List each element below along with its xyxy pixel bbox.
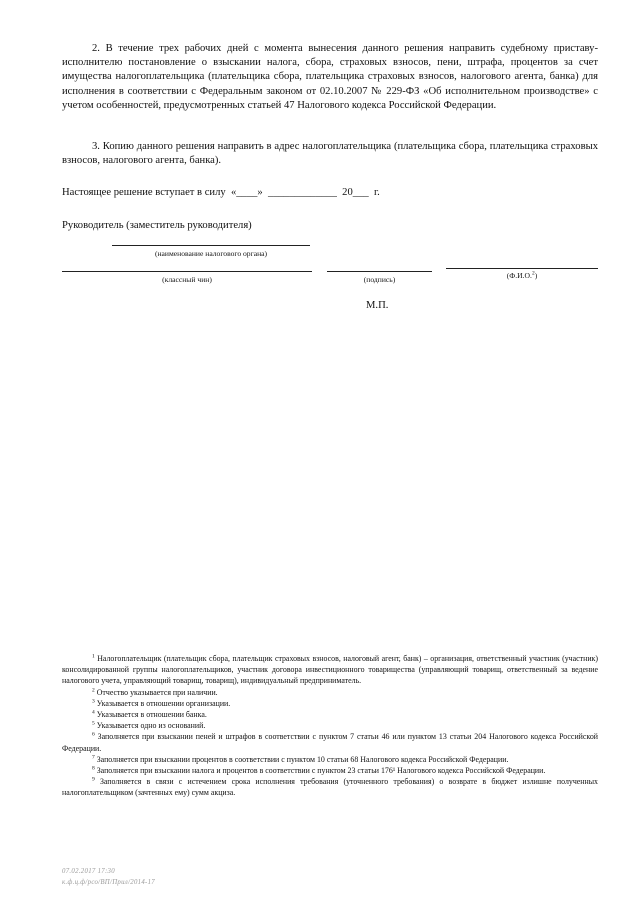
tax-authority-line xyxy=(112,245,310,246)
footnote xyxy=(62,709,598,720)
footnote-number: 7 xyxy=(92,754,95,761)
footnote xyxy=(62,731,598,753)
footnote-text: Заполняется при взыскании процентов в соответствии с пунктом 10 статьи 68 Налогового кодекса Российской Федерации. xyxy=(94,754,509,764)
rank-caption: (классный чин) xyxy=(162,275,212,284)
signature-line xyxy=(327,271,432,272)
footnote xyxy=(62,687,598,698)
fio-caption xyxy=(446,271,598,280)
footnote-text: Отчество указывается при наличии. xyxy=(94,687,218,697)
footnote-number: 2 xyxy=(92,686,95,693)
footnotes xyxy=(62,653,598,799)
footnote xyxy=(62,754,598,765)
footnote-text: Указывается в отношении организации. xyxy=(94,698,231,708)
footnote xyxy=(62,720,598,731)
fio-caption-text: (Ф.И.О. xyxy=(506,271,532,280)
paragraph-2: 2. В течение трех рабочих дней с момента вынесения данного решения направить судебному приставу-исполнителю постановление о взыскании налога, сбора, страховых взносов, пени, штрафа, процентов за счет имущества налогоплательщика (плательщика сбора, плательщика страховых взносов, налогового агента, банка) для исполнения в соответствии с Федеральным законом от 02.10.2007 № 229-ФЗ «Об исполнительном производстве» с учетом особенностей, предусмотренных статьей 47 Налогового кодекса Российской Федерации. xyxy=(62,43,598,111)
footnote-number: 3 xyxy=(92,698,95,705)
fio-caption-close: ) xyxy=(534,271,538,280)
footnote-text: Налогоплательщик (плательщик сбора, плательщик страховых взносов, налоговый агент, банк) – организация, ответственный участник (участник) консолидированной группы налогоплательщиков, участник договора инвестиционного товарищества (управляющий товарищ, ответственный за ведение налогового учета, управляющий товарищ, товарищ), индивидуальный предприниматель. xyxy=(62,654,598,686)
rank-line xyxy=(62,271,312,272)
footnote-number: 1 xyxy=(92,653,95,660)
footnote-number: 9 xyxy=(92,776,95,783)
footnote-text: Указывается одно из оснований. xyxy=(94,721,206,731)
footnote-text: Заполняется в связи с истечением срока исполнения требования (уточненного требования) о возврате в бюджет излишне полученных налогоплательщиком (зачтенных ему) сумм акциза. xyxy=(62,777,598,798)
effective-date-line: Настоящее решение вступает в силу «____» _____________ 20___ г. xyxy=(62,187,380,198)
footnote xyxy=(62,698,598,709)
fio-footnote-ref: 2 xyxy=(531,270,535,277)
footnote xyxy=(62,653,598,687)
print-stamp-date: 07.02.2017 17:30 xyxy=(62,868,115,875)
head-signatory-label: Руководитель (заместитель руководителя) xyxy=(62,220,252,231)
tax-authority-caption: (наименование налогового органа) xyxy=(154,249,268,258)
footnote xyxy=(62,765,598,776)
footnote-number: 5 xyxy=(92,720,95,727)
footnote-number: 8 xyxy=(92,765,95,772)
signature-caption: (подпись) xyxy=(363,275,396,284)
footnote-text: Заполняется при взыскании налога и процентов в соответствии с пунктом 23 статьи 176¹ Налогового кодекса Российской Федерации. xyxy=(94,766,546,776)
print-stamp-path: к.ф.ц.ф/рсо/ВП/Прил/2014-17 xyxy=(62,879,156,886)
paragraph-3: 3. Копию данного решения направить в адрес налогоплательщика (плательщика сбора, плательщика страховых взносов, налогового агента, банка). xyxy=(62,141,598,167)
footnote-text: Заполняется при взыскании пеней и штрафов в соответствии с пунктом 7 статьи 46 или пунктом 13 статьи 204 Налогового кодекса Российской Федерации. xyxy=(62,732,598,753)
footnote-number: 4 xyxy=(92,709,95,716)
fio-line xyxy=(446,268,598,269)
footnote-number: 6 xyxy=(92,731,95,738)
seal-mark: М.П. xyxy=(366,300,389,311)
footnote-text: Указывается в отношении банка. xyxy=(94,710,207,720)
footnote xyxy=(62,776,598,798)
